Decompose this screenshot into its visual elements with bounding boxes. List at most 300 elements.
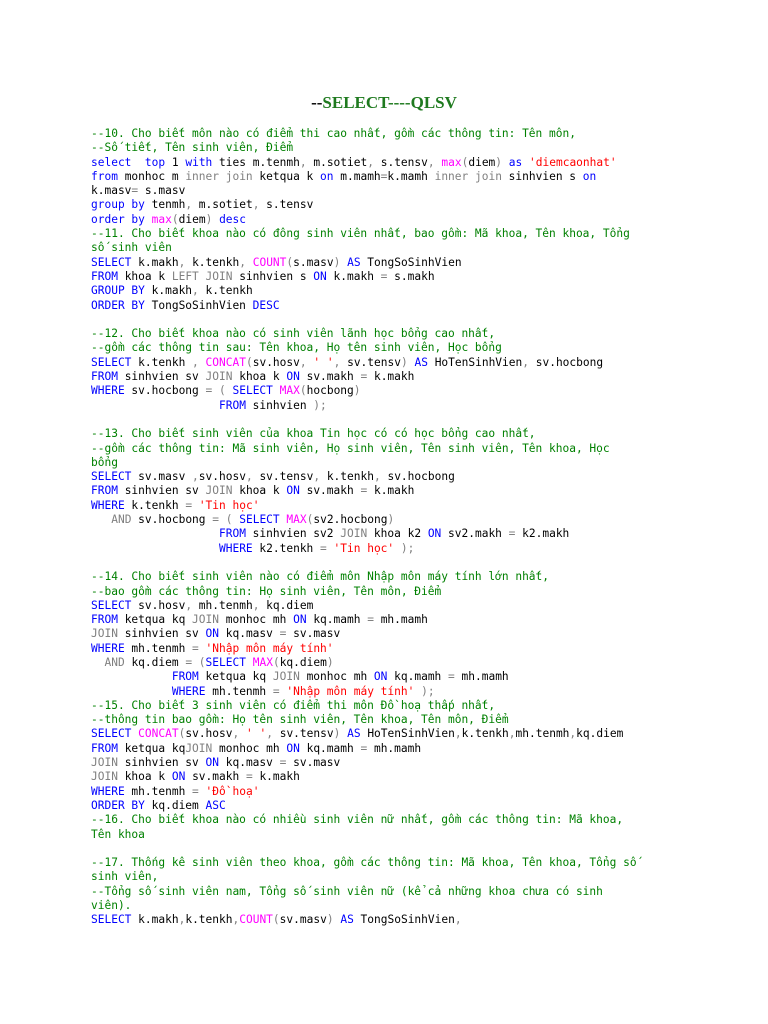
code-token: SELECT [91,255,132,269]
code-token: ) [326,913,334,927]
code-token: ketqua kq [198,670,273,684]
code-token: from [91,169,118,183]
code-token: = [508,527,516,541]
code-token: m.sotiet [192,198,253,212]
code-token: ketqua kq [117,613,193,627]
code-token: k.makh [131,255,179,269]
code-token: WHERE [91,641,125,655]
code-token: FROM [218,527,246,541]
code-token: = [272,684,280,698]
code-token: sinhvien sv [117,484,206,498]
code-token: , [245,470,253,484]
code-token: JOIN [205,484,233,498]
code-token: , [569,727,577,741]
code-token: diem [468,155,496,169]
code-line [91,727,751,741]
code-token: on [320,169,334,183]
code-token: sv.hocbong [131,513,213,527]
code-token: = ( [212,513,233,527]
code-token: ON [286,741,300,755]
code-token: max [151,212,172,226]
code-line [91,141,751,155]
code-token: TongSoSinhVien [353,913,455,927]
code-token: JOIN [192,613,219,627]
code-token: ) [205,212,213,226]
code-token: JOIN [91,627,118,641]
code-token: as [508,155,523,169]
code-line [91,885,751,899]
code-token: DESC [252,298,280,312]
code-token: = [367,613,374,627]
code-token: with [185,155,213,169]
code-token: s.tensv [259,198,314,212]
code-token: inner join [434,169,502,183]
code-token: ON [205,756,219,770]
code-line [91,542,751,556]
code-token: khoa k2 [367,527,428,541]
code-token: , [192,470,199,484]
code-line [91,670,751,684]
code-token: , [239,255,246,269]
code-token: sv.tensv [272,727,334,741]
code-line [91,213,751,227]
code-token: k.tenkh [131,355,193,369]
code-token: WHERE [218,541,253,555]
code-token: m.mamh [333,169,381,183]
code-token: --gồm các thông tin sau: Tên khoa, Họ tên sinh viên, Học bổng [91,341,502,355]
code-token: , [373,470,381,484]
code-token [145,213,152,226]
code-token: k.makh [326,269,381,283]
code-token: viên). [91,899,132,913]
code-token: sv.masv [279,913,327,927]
code-token: , [454,913,462,927]
code-token: sv.hosv [185,727,233,741]
blank-line [91,556,751,570]
code-token: max [441,155,462,169]
code-token: m.sotiet [306,155,368,169]
code-token: k.tenkh [185,913,233,927]
code-token: ON [373,670,388,684]
code-token: monhoc mh [299,670,374,684]
code-token: monhoc mh [219,613,294,627]
code-token: FROM [91,484,118,498]
code-token: monhoc m [117,169,186,183]
title-select: SELECT [322,93,388,112]
code-token: ( [272,655,280,669]
code-token: sv2.hocbong [313,513,388,527]
code-token [91,527,219,540]
code-token: khoa k [232,484,287,498]
code-token: JOIN [272,670,300,684]
code-line [91,442,751,456]
code-token: AND [104,655,125,669]
code-line [91,370,751,384]
code-token [91,513,111,526]
code-token [91,399,219,412]
code-token: SELECT [205,655,246,669]
code-token: = [279,627,287,641]
code-token: sv.makh [299,484,361,498]
code-token: AS [347,727,361,741]
code-token: ) [495,155,503,169]
code-token: JOIN [340,527,368,541]
code-token: ASC [205,798,226,812]
code-line [91,570,751,584]
code-token: SELECT [91,727,132,741]
code-token: ) [400,355,408,369]
code-token: mh.tenmh [124,641,193,655]
code-line [91,613,751,627]
code-token: ) [387,513,395,527]
code-token: , [252,198,260,212]
code-line [91,399,751,413]
code-token: --Tổng số sinh viên nam, Tổng số sinh viên nữ (kể cả những khoa chưa có sinh [91,884,603,898]
code-token: ketqua kq [117,741,186,755]
code-line [91,256,751,270]
code-token: SELECT [239,513,280,527]
code-token [246,656,253,669]
code-token: inner join [185,169,253,183]
code-token: , [522,355,529,369]
code-token: AS [414,355,428,369]
code-token [91,670,172,683]
code-token: JOIN [205,370,233,384]
code-token: kq.masv [219,627,280,641]
code-token [239,727,246,740]
code-token: ( [299,384,307,398]
code-line [91,127,751,141]
code-token [131,156,144,169]
code-token: sv2.makh [441,527,509,541]
code-token [91,656,104,669]
code-token: ON [205,627,219,641]
code-token: ' ' [313,355,334,369]
code-token: = [360,484,368,498]
code-token: mh.tenmh [205,684,273,698]
code-token: CONCAT [205,355,246,369]
code-token: kq.mamh [306,613,368,627]
code-token: FROM [91,269,118,283]
code-token: hocbong [306,384,354,398]
code-token: kq.diem [279,655,327,669]
code-line [91,913,751,927]
code-line [91,585,751,599]
code-token: k.tenkh [198,284,253,298]
code-line [91,813,751,827]
code-token [199,785,206,798]
code-line [91,513,751,527]
code-token: sv.hocbong [529,355,604,369]
code-token: sv.masv [286,627,341,641]
code-token: ( [286,255,294,269]
code-token: mh.mamh [373,613,428,627]
code-token: --Số tiết, Tên sinh viên, Điểm [91,141,294,155]
code-token: FROM [218,398,246,412]
code-token: = [192,641,199,655]
code-token: , [232,727,240,741]
code-token: ( [178,727,186,741]
code-token: sinhvien [245,398,314,412]
code-token: k.makh [144,284,193,298]
code-token: sv.makh [185,770,246,784]
code-token [199,642,206,655]
code-token: --thông tin bao gồm: Họ tên sinh viên, Tên khoa, Tên môn, Điểm [91,713,509,727]
code-token: JOIN [185,741,213,755]
code-line [91,384,751,398]
code-token: SELECT [232,384,273,398]
code-token: order by [91,212,145,226]
code-line [91,685,751,699]
code-line [91,870,751,884]
code-token: , [508,727,516,741]
code-token: 'Đồ hoạ' [205,784,260,798]
code-token: mh.tenmh [192,598,253,612]
code-token: AS [347,255,361,269]
blank-line [91,313,751,327]
code-token: WHERE [91,498,125,512]
code-token: WHERE [171,684,206,698]
code-token: k2.tenkh [252,541,321,555]
code-token: kq.diem [144,798,206,812]
code-line [91,713,751,727]
code-token [327,542,334,555]
code-token: 'Tin học' [333,541,395,555]
code-token: ) [353,384,361,398]
code-token: = [380,169,388,183]
code-token: s.masv [138,184,186,198]
code-token: k.mamh [387,169,435,183]
code-token: LEFT JOIN [171,269,233,283]
code-token: sinh viên, [91,870,159,884]
code-token: kq.mamh [387,670,449,684]
code-token: kq.diem [576,727,624,741]
code-token: = [131,184,139,198]
sql-code-block [91,127,751,928]
code-token: = [185,498,193,512]
code-token: ON [313,269,327,283]
code-token: sinhvien sv [117,370,206,384]
code-token: , [333,355,341,369]
code-token: , [178,255,186,269]
code-token [91,542,219,555]
code-line [91,227,751,241]
code-token: , [185,598,193,612]
code-token: sv.makh [299,370,361,384]
code-token [394,542,401,555]
code-token: FROM [171,670,199,684]
code-token: sv.hocbong [124,384,206,398]
code-token: mh.tenmh [124,784,193,798]
code-token: ( [171,212,179,226]
code-token: ( [306,513,314,527]
code-token: , [367,155,374,169]
code-line [91,484,751,498]
code-token: , [185,198,193,212]
code-token: = [320,541,327,555]
code-line [91,756,751,770]
code-line [91,527,751,541]
code-token: --11. Cho biết khoa nào có đông sinh viên nhất, bao gồm: Mã khoa, Tên khoa, Tổng [91,227,630,241]
code-token: = [245,770,253,784]
code-token: kq.diem [259,598,314,612]
code-line [91,799,751,813]
code-token: SELECT [91,355,132,369]
code-token: ON [286,484,300,498]
code-token: , [192,355,199,369]
code-line [91,356,751,370]
code-token: sinhvien sv2 [245,527,341,541]
code-line [91,785,751,799]
code-token: sinhvien s [501,169,583,183]
code-token: sinhvien sv [117,756,206,770]
code-token: CONCAT [138,727,179,741]
code-line [91,427,751,441]
code-token: monhoc mh [212,741,287,755]
code-token: --12. Cho biết khoa nào có sinh viên lãnh học bổng cao nhất, [91,327,496,341]
code-token: = [360,741,368,755]
code-line [91,699,751,713]
code-token: mh.mamh [454,670,509,684]
code-token: diem [178,212,206,226]
code-token: = ( [185,655,206,669]
code-token: TongSoSinhVien [144,298,253,312]
code-token: ORDER BY [91,798,145,812]
code-line [91,341,751,355]
code-token: ON [171,770,186,784]
code-token: --gồm các thông tin: Mã sinh viên, Họ sinh viên, Tên sinh viên, Tên khoa, Học [91,441,610,455]
code-token: sv.masv [131,470,193,484]
code-token: ) [333,255,341,269]
code-token: 'Nhập môn máy tính' [286,684,415,698]
code-token: SELECT [91,470,132,484]
code-token: MAX [279,384,300,398]
code-token: s.tensv [373,155,428,169]
code-token: 'Tin học' [198,498,260,512]
code-token [502,156,509,169]
code-line [91,456,751,470]
code-token [91,685,172,698]
code-token: sinhvien s [232,269,314,283]
code-token: , [266,727,273,741]
code-line [91,770,751,784]
code-token: sv.hocbong [380,470,455,484]
code-token: SELECT [91,598,132,612]
code-token: , [427,155,435,169]
title-dashes: -- [311,93,323,112]
code-token: , [299,355,307,369]
code-token: on [582,169,597,183]
code-token: ON [427,527,442,541]
code-token: = [360,370,368,384]
code-token: SELECT [91,913,132,927]
code-token: ketqua k [252,169,321,183]
code-line [91,184,751,198]
code-token: ties m.tenmh [212,155,300,169]
code-token: = [192,784,199,798]
code-token: mh.mamh [367,741,422,755]
code-token: 'Nhập môn máy tính' [205,641,334,655]
code-token: k.masv [91,184,132,198]
code-token: k.tenkh [185,255,240,269]
blank-line [91,842,751,856]
code-token: ); [421,684,435,698]
code-token: s.masv [293,255,334,269]
code-line [91,156,751,170]
code-token: COUNT [239,913,273,927]
code-token: khoa k [232,370,287,384]
code-token: --10. Cho biết môn nào có điểm thi cao nhất, gồm các thông tin: Tên môn, [91,127,576,140]
code-token: --bao gồm các thông tin: Họ sinh viên, Tên môn, Điểm [91,584,442,598]
code-line [91,327,751,341]
code-token: --13. Cho biết sinh viên của khoa Tin học có có học bổng cao nhất, [91,427,536,441]
code-token: FROM [91,370,118,384]
code-line [91,899,751,913]
code-line [91,241,751,255]
code-token: k.tenkh [320,470,374,484]
code-token: 1 [165,155,186,169]
code-token: TongSoSinhVien [360,255,462,269]
code-token: sinhvien sv [117,627,206,641]
code-line [91,270,751,284]
code-token: bổng [91,455,118,469]
code-line [91,198,751,212]
code-token: kq.diem [124,655,186,669]
code-token: , [178,913,186,927]
code-line [91,742,751,756]
code-line [91,284,751,298]
code-token: ON [286,370,300,384]
code-token: AND [111,513,132,527]
code-line [91,299,751,313]
code-line [91,599,751,613]
code-token: HoTenSinhVien [427,355,523,369]
code-token: Tên khoa [91,827,145,841]
code-token: sv.masv [286,756,341,770]
code-token: group by [91,198,145,212]
code-token: = [279,756,287,770]
code-token: MAX [286,513,307,527]
code-token: kq.mamh [299,741,361,755]
code-token: ) [326,655,334,669]
code-token: ( [461,155,469,169]
code-token: ORDER BY [91,298,145,312]
code-token: --14. Cho biết sinh viên nào có điểm môn Nhập môn máy tính lớn nhất, [91,570,550,584]
code-line [91,170,751,184]
code-token: kq.masv [219,756,280,770]
code-token: mh.tenmh [515,727,570,741]
code-line [91,828,751,842]
code-token: sv.hosv [198,470,246,484]
code-token: , [192,284,199,298]
code-token: desc [219,212,247,226]
code-token: ( [245,355,253,369]
code-token: ); [400,541,415,555]
code-token: k.makh [367,484,415,498]
page-title [0,93,768,113]
code-token: top [144,155,166,169]
code-token: = [448,670,455,684]
code-token: ON [293,613,307,627]
code-token: k.tenkh [124,498,186,512]
code-token: ' ' [246,727,267,741]
code-token: ); [313,398,327,412]
code-line [91,656,751,670]
code-token: sv.tensv [340,355,401,369]
code-token: 'diemcaonhat' [529,155,617,169]
title-suffix: ----QLSV [387,93,457,112]
code-token: JOIN [91,756,118,770]
